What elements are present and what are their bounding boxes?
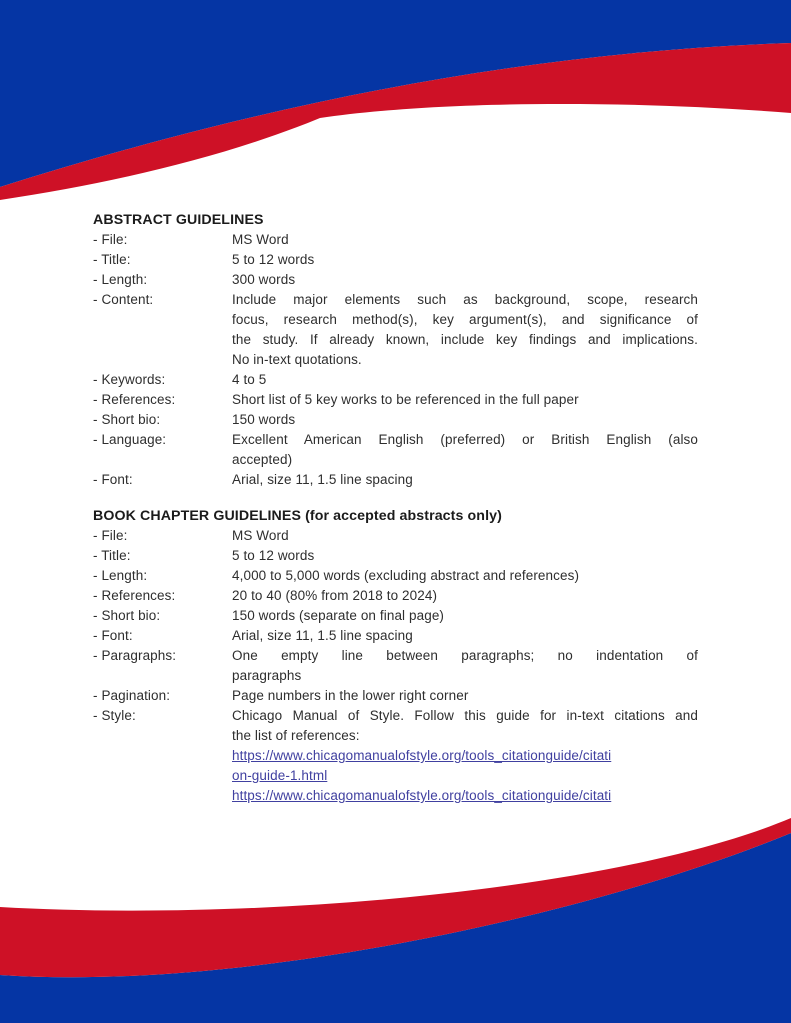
guidelines-section [93,210,698,490]
guideline-row [93,626,698,646]
row-value [232,410,698,430]
row-value [232,430,698,470]
link-line: https://www.chicagomanualofstyle.org/tools_citationguide/citati [232,788,612,803]
top-red-wave [0,43,791,200]
row-label: - Paragraphs: [93,648,177,663]
guidelines-document [93,210,698,806]
guideline-row [93,270,698,290]
top-blue-wave [0,0,791,187]
row-value [232,270,698,290]
guideline-row [93,430,698,470]
row-value [232,546,698,566]
row-value [232,390,698,410]
row-value [232,470,698,490]
row-label: - Title: [93,548,131,563]
top-wave-decoration [0,0,791,210]
bottom-red-wave [0,818,791,977]
citation-guide-link-2[interactable] [232,786,698,806]
row-value [232,290,698,370]
row-value [232,370,698,390]
guideline-row [93,566,698,586]
link-line: on-guide-1.html [232,768,328,783]
value-line: Page numbers in the lower right corner [232,688,469,703]
guidelines-section [93,506,698,806]
row-label: - References: [93,392,176,407]
row-label: - Length: [93,272,148,287]
value-line: 20 to 40 (80% from 2018 to 2024) [232,588,438,603]
row-label: - Font: [93,472,133,487]
value-line: 4,000 to 5,000 words (excluding abstract and references) [232,568,580,583]
value-line: the list of references: [232,728,360,743]
guideline-row [93,706,698,806]
row-label: - Title: [93,252,131,267]
guideline-row [93,410,698,430]
row-value [232,586,698,606]
row-label: - Font: [93,628,133,643]
value-line: Include major elements such as background, scope, research [232,292,698,307]
row-label: - Short bio: [93,608,161,623]
section-heading: ABSTRACT GUIDELINES [93,212,264,228]
value-line: Arial, size 11, 1.5 line spacing [232,628,413,643]
link-line: https://www.chicagomanualofstyle.org/tools_citationguide/citati [232,748,612,763]
row-label: - Content: [93,292,154,307]
row-value [232,566,698,586]
value-line: Excellent American English (preferred) or British English (also [232,432,698,447]
guideline-row [93,646,698,686]
guideline-row [93,586,698,606]
value-line: paragraphs [232,668,302,683]
guideline-row [93,230,698,250]
guideline-row [93,470,698,490]
value-line: Short list of 5 key works to be referenced in the full paper [232,392,579,407]
bottom-wave-decoration [0,800,791,1023]
row-value [232,250,698,270]
row-label: - File: [93,528,128,543]
row-value [232,686,698,706]
value-line: 5 to 12 words [232,252,315,267]
row-value [232,606,698,626]
guideline-row [93,290,698,370]
value-line: MS Word [232,232,289,247]
row-label: - File: [93,232,128,247]
row-label: - References: [93,588,176,603]
value-line: 300 words [232,272,296,287]
section-heading: BOOK CHAPTER GUIDELINES (for accepted abstracts only) [93,508,502,524]
value-line: 150 words (separate on final page) [232,608,445,623]
row-value [232,526,698,546]
row-value [232,706,698,806]
guideline-row [93,606,698,626]
guideline-row [93,390,698,410]
value-line: No in-text quotations. [232,352,362,367]
row-label: - Language: [93,432,167,447]
value-line: focus, research method(s), key argument(s), and significance of [232,312,698,327]
row-label: - Short bio: [93,412,161,427]
value-line: Chicago Manual of Style. Follow this guide for in-text citations and [232,708,698,723]
guideline-row [93,526,698,546]
row-label: - Keywords: [93,372,166,387]
guideline-row [93,546,698,566]
row-label: - Pagination: [93,688,171,703]
value-line: accepted) [232,452,293,467]
guideline-row [93,370,698,390]
value-line: 5 to 12 words [232,548,315,563]
bottom-blue-wave [0,833,791,1023]
sections [93,210,698,806]
value-line: MS Word [232,528,289,543]
value-line: 4 to 5 [232,372,267,387]
value-line: the study. If already known, include key findings and implications. [232,332,698,347]
value-line: One empty line between paragraphs; no indentation of [232,648,698,663]
guideline-row [93,686,698,706]
value-line: 150 words [232,412,296,427]
row-value [232,646,698,686]
row-label: - Length: [93,568,148,583]
citation-guide-link-1[interactable] [232,746,698,786]
row-label: - Style: [93,708,136,723]
row-value [232,626,698,646]
value-line: Arial, size 11, 1.5 line spacing [232,472,413,487]
row-value [232,230,698,250]
guideline-row [93,250,698,270]
